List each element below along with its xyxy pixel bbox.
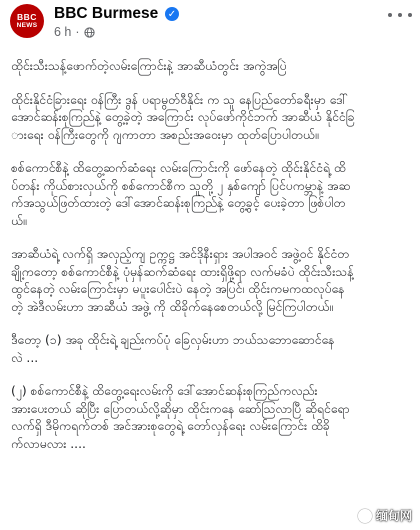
verified-badge-icon: ✓: [165, 7, 179, 21]
watermark-icon: [358, 509, 372, 523]
page-avatar[interactable]: [10, 4, 44, 38]
meta-separator: ·: [75, 25, 80, 39]
dot: [408, 13, 412, 17]
dot: [388, 13, 392, 17]
post-headline: ထိုင်းသီးသန့်ဖောက်တဲ့လမ်းကြောင်းနဲ့ အာဆီယံတွင်း အကွဲအပြဲ: [11, 59, 287, 73]
post-meta: [54, 25, 95, 39]
globe-icon: [84, 27, 95, 38]
post-paragraph: စစ်ကောင်စီနဲ့ ထိတွေ့ဆက်ဆံရေး လမ်းကြောင်းကို ဖော်နေတဲ့ ထိုင်းနိုင်ငံရဲ့ ထိ ပ်တန်း ကိုယ်စားလှယ်ကို စစ်ကောင်စီက သူတို့ ၂ နှစ်ကျော် ပြင်ပကမ္ဘာနဲ့ အဆ က်အသွယ်ဖြတ်ထားတဲ့ ဒေါ်အောင်ဆန်းစုကြည်နဲ့ တွေ့ခွင့် ပေးခဲ့တာ ဖြစ်ပါတ ယ်။: [11, 161, 351, 228]
post-paragraph: အာဆီယံရဲ့ လက်ရှိ အလှည့်ကျ ဥက္ကဋ္ဌ အင်ဒိုနီးရှား အပါအဝင် အဖွဲ့ဝင် နိုင်ငံတ ချို့ကတော့ စစ်ကောင်စီနဲ့ ပုံမှန်ဆက်ဆံရေး ထားရှိဖို့ရာ လက်မခံပဲ ထိုင်းသီးသန့် ထွင်နေတဲ့ လမ်းကြောင်းမှာ မပူးပေါင်းပဲ နေတဲ့ အပြင်၊ ထိုင်းကမကထလုပ်နေ တဲ့ အဲဒီလမ်းဟာ အာဆီယံ အဖွဲ့ ကို ထိခိုက်နေစေတယ်လို့ မြင်ကြပါတယ်။: [11, 247, 354, 314]
post-paragraph: ဒီတော့ (၁) အခု ထိုင်းရဲ့ ချည်းကပ်ပုံ ခြေလှမ်းဟာ ဘယ်သဘောဆောင်နေ လဲ ...: [11, 333, 335, 365]
watermark: [358, 507, 412, 524]
post-paragraph: ထိုင်းနိုင်ငံခြားရေး ဝန်ကြီး ဒွန် ပရာမွတ်ဝီနိုင်း က သူ နေပြည်တော်ခရီးမှာ ဒေါ် အောင်ဆန်းစုကြည်နဲ့ တွေ့ခဲ့တဲ့ အကြောင်း လုပ်ဖော်ကိုင်ဘက် အာဆီယံ နိုင်ငံခြ ားရေး ဝန်ကြီးတွေကို ဂျကာတာ အစည်းအဝေးမှာ ထုတ်ပြောပါတယ်။: [11, 92, 355, 142]
post-body: [11, 58, 411, 467]
post-timestamp[interactable]: 6 h: [54, 25, 72, 39]
post-paragraph: (၂) စစ်ကောင်စီနဲ့ ထိတွေ့ရေးလမ်းကို ဒေါ်အောင်ဆန်းစုကြည်ကလည်း အားပေးတယ် ဆိုပြီး ပြောတယ်လို့ဆိုမှာ ထိုင်းကနေ ဆော်ဩလာပြီ ဆိုရင်ရော လက်ရှိ ဒီမိုကရက်တစ် အင်အားစုတွေရဲ့ တော်လှန်ရေး လမ်းကြောင်း ထိခို က်လာမလား ....: [11, 384, 350, 451]
post-header: [0, 0, 420, 46]
avatar-logo-top: BBC: [17, 11, 37, 22]
dot: [398, 13, 402, 17]
more-options-icon[interactable]: [388, 8, 412, 22]
avatar-logo-bottom: NEWS: [16, 21, 38, 29]
page-name-link[interactable]: BBC Burmese: [54, 5, 159, 22]
watermark-text: 缅甸网: [375, 509, 412, 523]
